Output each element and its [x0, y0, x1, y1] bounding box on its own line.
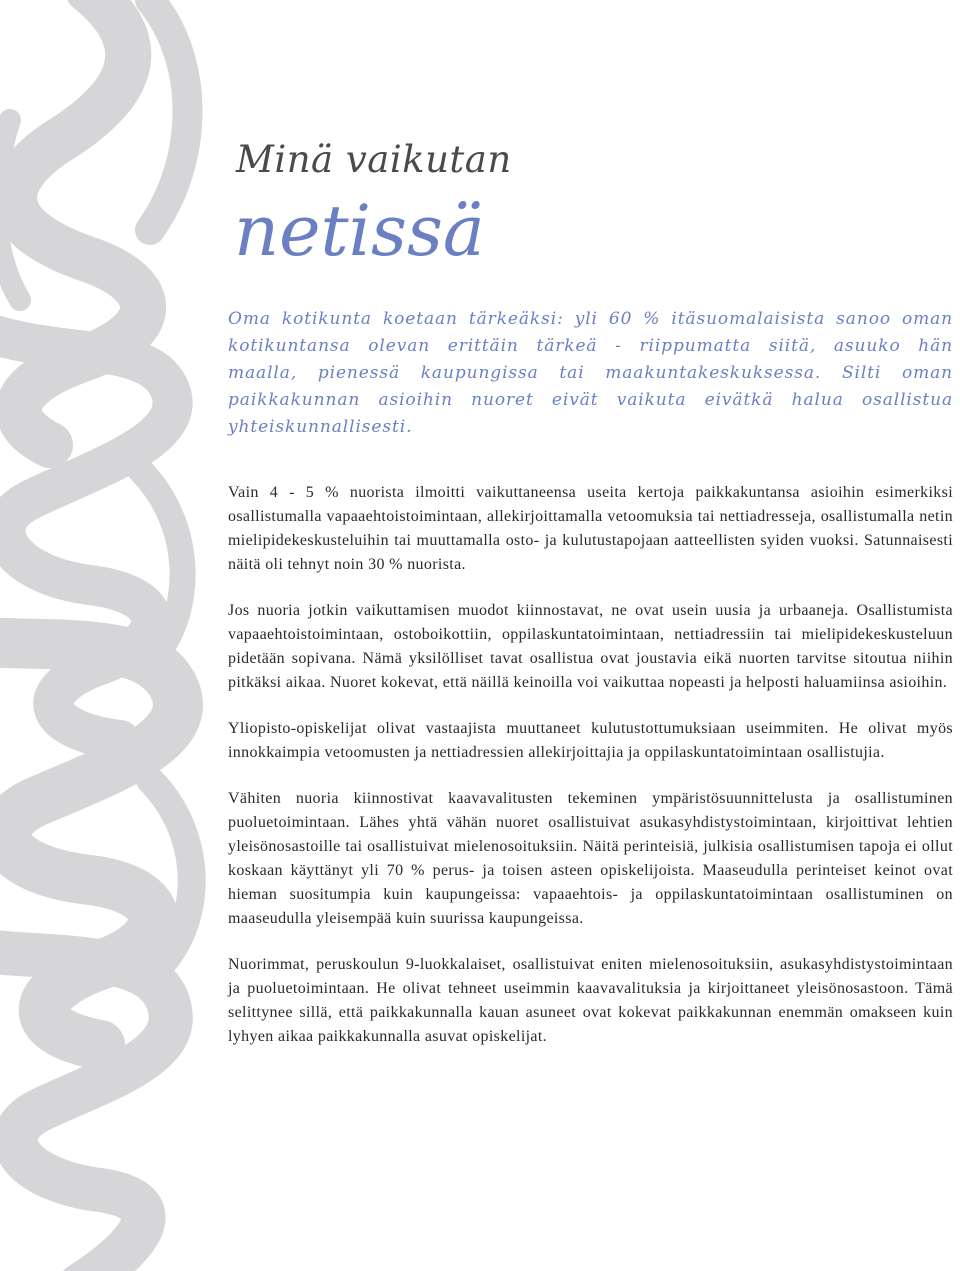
decorative-brush-stroke	[0, 0, 215, 1271]
page-title-line1: Minä vaikutan	[236, 138, 512, 181]
page-title-line2: netissä	[234, 190, 485, 272]
body-paragraph-3: Yliopisto-opiskelijat olivat vastaajista muuttaneet kulutustottumuksiaan useimmiten. He olivat myös innokkaimpia vetoomusten ja nettiadressien allekirjoittajia ja oppilaskuntatoimintaan osallistujia.	[228, 720, 953, 761]
lead-paragraph: Oma kotikunta koetaan tärkeäksi: yli 60 % itäsuomalaisista sanoo oman kotikuntansa olevan erittäin tärkeä - riippumatta siitä, asuuko hän maalla, pienessä kaupungissa tai maakuntakeskuksessa. Silti oman paikkakunnan asioihin nuoret eivät vaikuta eivätkä halua osallistua yhteiskunnallisesti.	[228, 309, 953, 437]
body-paragraph-1: Vain 4 - 5 % nuorista ilmoitti vaikuttaneensa useita kertoja paikkakuntansa asioihin esimerkiksi osallistumalla vapaaehtoistoimintaan, allekirjoittamalla vetoomuksia tai nettiadresseja, osallistumalla netin mielipidekeskusteluihin tai muuttamalla osto- ja kulutustapojaan aatteellisten syiden vuoksi. Satunnaisesti näitä oli tehnyt noin 30 % nuorista.	[228, 484, 953, 573]
body-paragraph-5: Nuorimmat, peruskoulun 9-luokkalaiset, osallistuivat eniten mielenosoituksiin, asukasyhdistystoimintaan ja puoluetoimintaan. He olivat tehneet useimmin kaavavalituksia ja kirjoittaneet yleisönosastoon. Tämä selittynee sillä, että paikkakunnalla kauan asuneet ovat kokevat paikkakunnan enemmän omakseen kuin lyhyen aikaa paikkakunnalla asuvat opiskelijat.	[228, 956, 953, 1045]
body-text	[228, 481, 953, 1071]
body-paragraph-2: Jos nuoria jotkin vaikuttamisen muodot kiinnostavat, ne ovat usein uusia ja urbaaneja. Osallistumista vapaaehtoistoimintaan, ostoboikottiin, oppilaskuntatoimintaan, nettiadressiin tai mielipidekeskusteluun pidetään sopivana. Nämä yksilölliset tavat osallistua ovat joustavia eikä nuorten tarvitse sitoutua niihin pitkäksi aikaa. Nuoret kokevat, että näillä keinoilla voi vaikuttaa nopeasti ja helposti haluamiinsa asioihin.	[228, 602, 953, 691]
body-paragraph-4: Vähiten nuoria kiinnostivat kaavavalitusten tekeminen ympäristösuunnittelusta ja osallistuminen puoluetoimintaan. Lähes yhtä vähän nuoret osallistuivat asukasyhdistystoimintaan, kirjoittivat lehtien yleisönosastoille tai osallistuivat mielenosoituksiin. Näitä perinteisiä, julkisia osallistumisen tapoja ei ollut koskaan käyttänyt yli 70 % perus- ja toisen asteen opiskelijoista. Maaseudulla perinteiset keinot ovat hieman suositumpia kuin kaupungeissa: vapaaehtois- ja oppilaskuntatoimintaan osallistuminen on maaseudulla yleisempää kuin suurissa kaupungeissa.	[228, 790, 953, 927]
